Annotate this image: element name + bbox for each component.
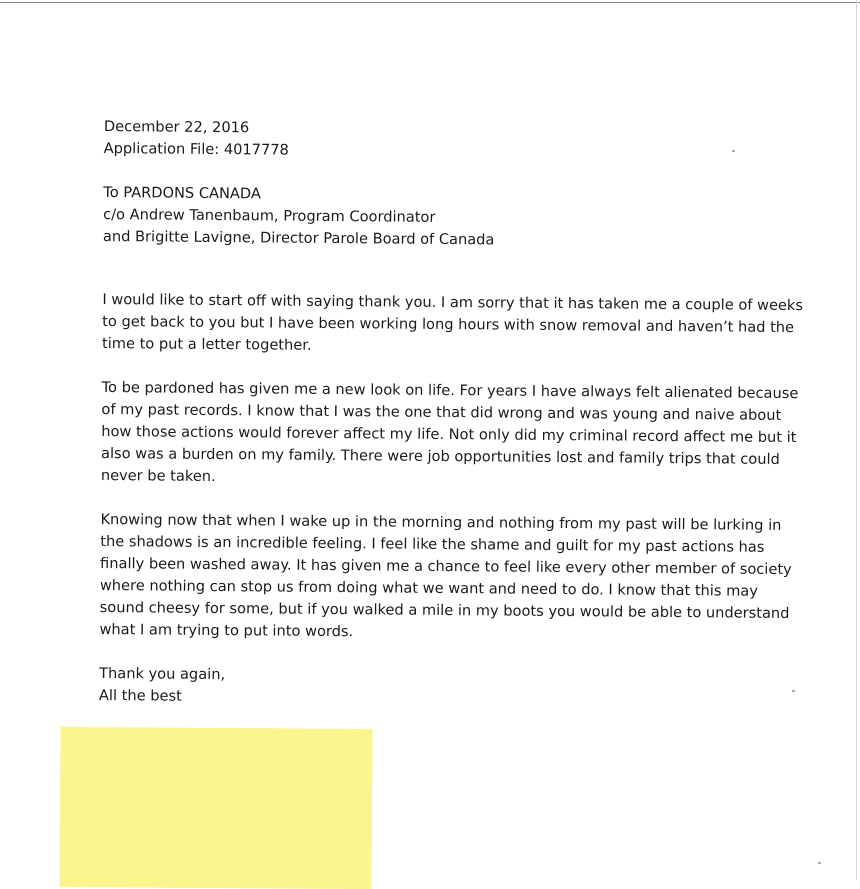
recipient-line-3: and Brigitte Lavigne, Director Parole Board of Canada <box>102 227 495 249</box>
paragraph-line: I would like to start off with saying thank you. I am sorry that it has taken me a couple of weeks <box>102 290 804 315</box>
paragraph-line: what I am trying to put into words. <box>99 620 354 641</box>
letter-date: December 22, 2016 <box>103 117 250 137</box>
recipient-line-2: c/o Andrew Tanenbaum, Program Coordinator <box>103 205 436 226</box>
paragraph-line: Knowing now that when I wake up in the morning and nothing from my past will be lurking in <box>100 510 782 534</box>
paragraph-line: to get back to you but I have been working long hours with snow removal and haven’t had the <box>102 312 795 337</box>
scan-right-edge <box>856 0 857 880</box>
paragraph-line: To be pardoned has given me a new look on life. For years I have always felt alienated because <box>101 378 799 403</box>
paragraph-line: sound cheesy for some, but if you walked a mile in my boots you would be able to understand <box>99 598 790 623</box>
paragraph-thanks <box>102 289 803 361</box>
paragraph-line: never be taken. <box>100 466 216 485</box>
paragraph-new-look <box>101 377 802 493</box>
sticky-note <box>59 727 372 889</box>
paragraph-line: the shadows is an incredible feeling. I feel like the shame and guilt for my past actions has <box>100 532 765 556</box>
paragraph-line: where nothing can stop us from doing what we want and need to do. I know that this may <box>99 576 758 600</box>
paragraph-line: how those actions would forever affect my life. Not only did my criminal record affect me but it <box>101 422 797 447</box>
scan-speck <box>792 690 795 692</box>
closing-line-2: All the best <box>98 686 182 705</box>
paragraph-line: finally been washed away. It has given me a chance to feel like every other member of society <box>100 554 792 579</box>
scan-speck <box>732 150 735 152</box>
recipient-line-1: To PARDONS CANADA <box>103 183 261 203</box>
paragraph-line: time to put a letter together. <box>101 334 312 354</box>
application-file: Application File: 4017778 <box>103 139 289 159</box>
scan-top-edge <box>0 2 860 3</box>
paragraph-line: also was a burden on my family. There were job opportunities lost and family trips that could <box>100 444 780 468</box>
paragraph-feeling <box>99 509 800 647</box>
paragraph-line: of my past records. I know that I was the one that did wrong and was young and naive about <box>101 400 782 424</box>
closing-line-1: Thank you again, <box>99 664 226 684</box>
letter-body <box>99 116 804 713</box>
scan-speck <box>818 862 821 864</box>
